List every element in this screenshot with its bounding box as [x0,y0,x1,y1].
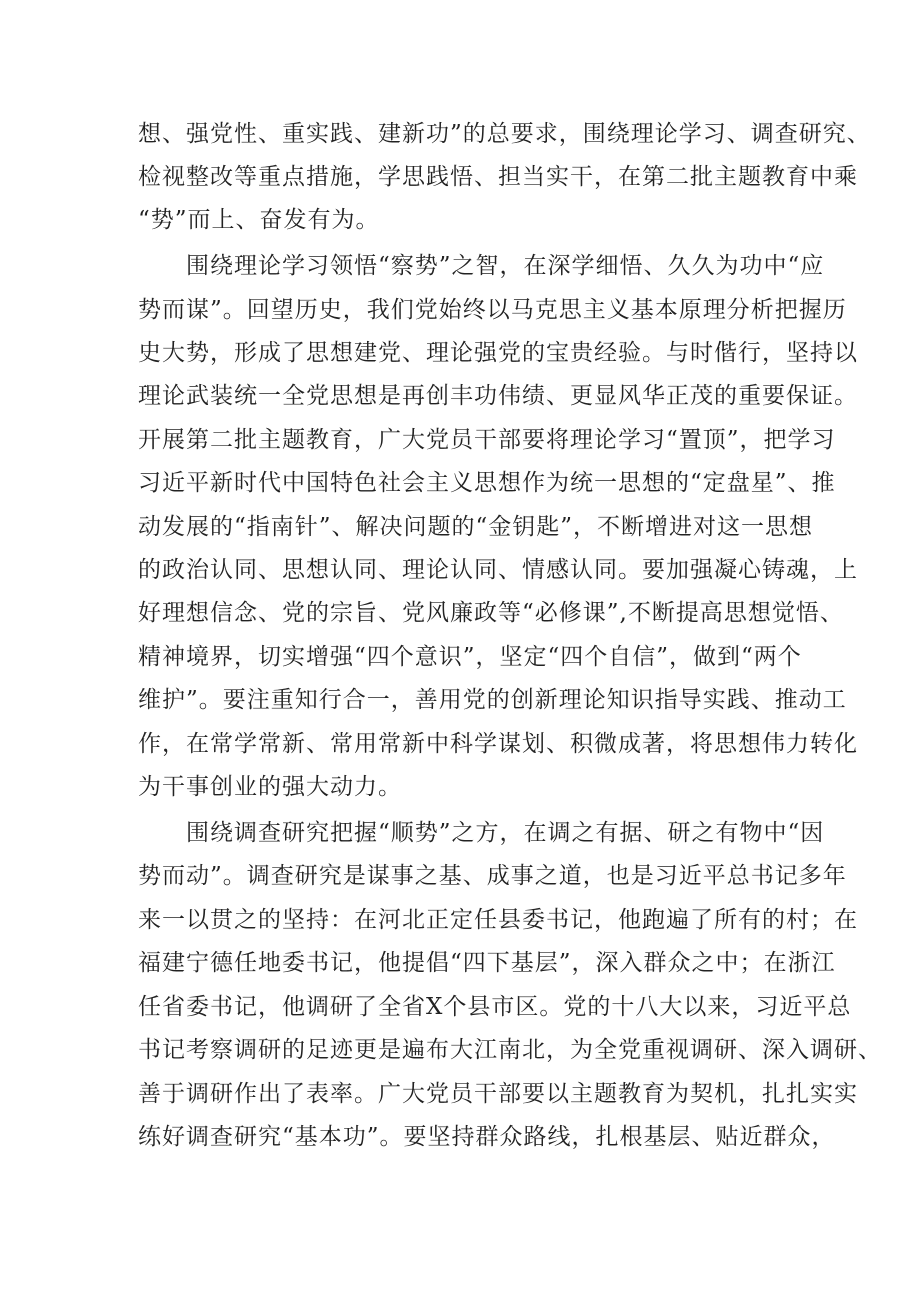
text-line: 善于调研作出了表率。广大党员干部要以主题教育为契机，扎扎实实 [138,1081,858,1107]
text-line: 作，在常学常新、常用常新中科学谋划、积微成著，将思想伟力转化 [138,731,858,757]
text-line: 为干事创业的强大动力。 [138,774,402,800]
text-line: 习近平新时代中国特色社会主义思想作为统一思想的“定盘星”、推 [138,470,836,496]
text-line: 势而动”。调查研究是谋事之基、成事之道，也是习近平总书记多年 [138,863,847,889]
text-line: “势”而上、奋发有为。 [138,207,380,233]
text-line: 的政治认同、思想认同、理论认同、情感认同。要加强凝心铸魂，上 [138,557,858,583]
text-line: 练好调查研究“基本功”。要坚持群众路线，扎根基层、贴近群众， [138,1124,836,1150]
text-line: 理论武装统一全党思想是再创丰功伟绩、更显风华正茂的重要保证。 [138,383,858,409]
text-line: 精神境界，切实增强“四个意识”，坚定“四个自信”，做到“两个 [138,644,802,670]
text-line: 维护”。要注重知行合一，善用党的创新理论知识指导实践、推动工 [138,687,847,713]
text-line: 好理想信念、党的宗旨、党风廉政等“必修课”,不断提高思想觉悟、 [138,600,844,626]
text-line: 检视整改等重点措施，学思践悟、担当实干，在第二批主题教育中乘 [138,164,858,190]
paragraph-first-line: 围绕理论学习领悟“察势”之智，在深学细悟、久久为功中“应 [186,253,825,279]
text-line: 动发展的“指南针”、解决问题的“金钥匙”，不断增进对这一思想 [138,514,814,540]
text-line: 书记考察调研的足迹更是遍布大江南北，为全党重视调研、深入调研、 [138,1037,882,1063]
text-line: 福建宁德任地委书记，他提倡“四下基层”，深入群众之中；在浙江 [138,950,836,976]
text-line: 想、强党性、重实践、建新功”的总要求，围绕理论学习、调查研究、 [138,121,871,147]
text-line: 开展第二批主题教育，广大党员干部要将理论学习“置顶”，把学习 [138,427,836,453]
text-line: 任省委书记，他调研了全省X个县市区。党的十八大以来，习近平总 [138,994,852,1020]
text-line: 势而谋”。回望历史，我们党始终以马克思主义基本原理分析把握历 [138,297,847,323]
text-line: 史大势，形成了思想建党、理论强党的宝贵经验。与时偕行，坚持以 [138,340,858,366]
paragraph-first-line: 围绕调查研究把握“顺势”之方，在调之有据、研之有物中“因 [186,820,825,846]
text-line: 来一以贯之的坚持：在河北正定任县委书记，他跑遍了所有的村；在 [138,907,858,933]
